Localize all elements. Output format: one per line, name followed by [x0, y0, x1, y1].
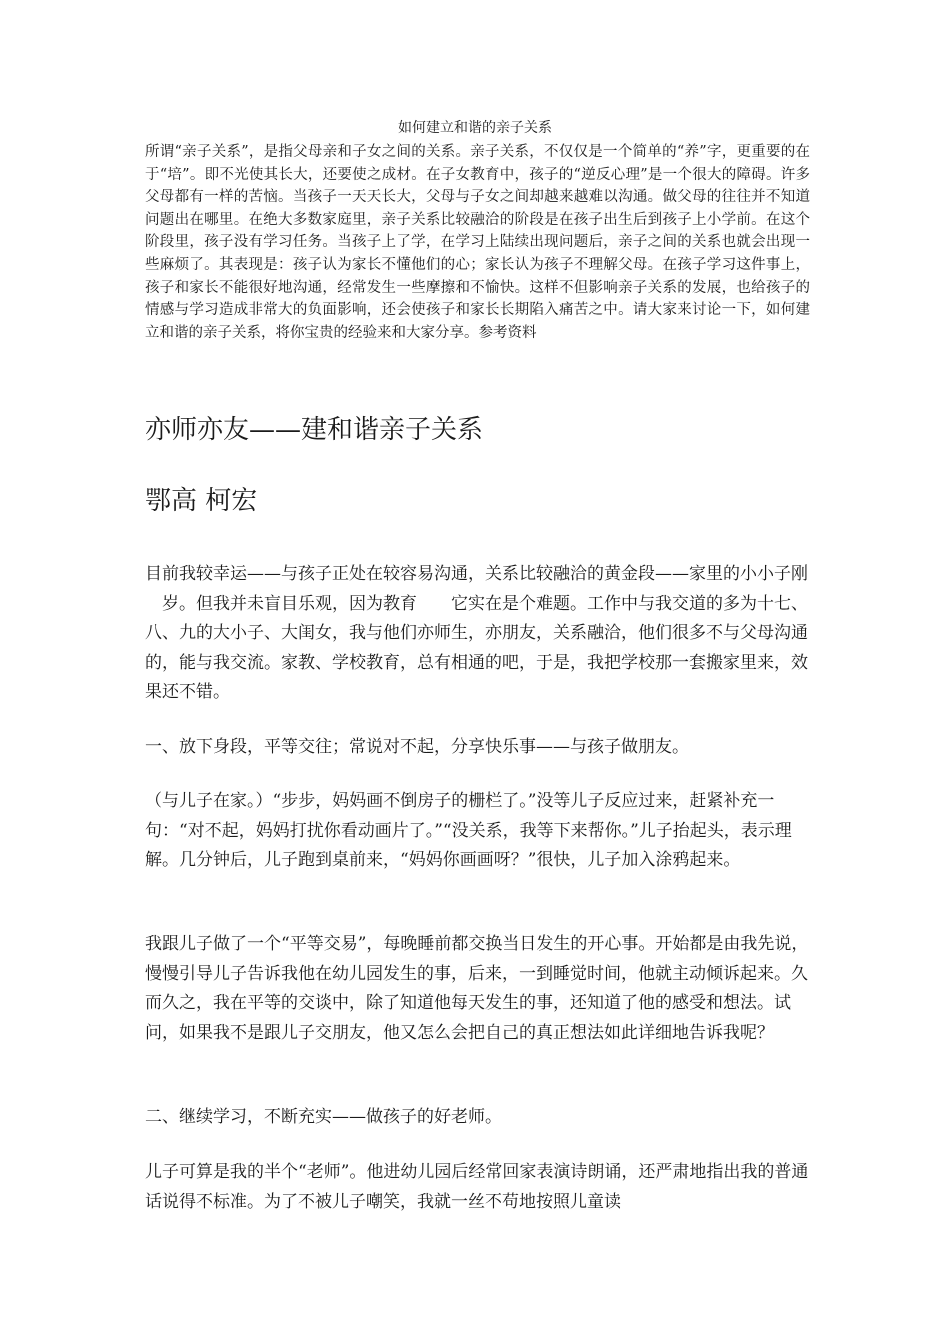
paragraph-1-part-b: 岁。但我并未盲目乐观，因为教育	[162, 593, 417, 614]
paragraph-1-part-a: 目前我较幸运——与孩子正处在较容易沟通，关系比较融洽的黄金段——家里的小小子刚	[145, 564, 808, 584]
paragraph-4: 儿子可算是我的半个“老师”。他进幼儿园后经常回家表演诗朗诵，还严肃地指出我的普通话说得不标准。为了不被儿子嘲笑，我就一丝不苟地按照儿童读	[145, 1162, 809, 1212]
section-heading-2: 二、继续学习，不断充实——做孩子的好老师。	[145, 1107, 502, 1127]
paragraph-2: （与儿子在家。）“步步，妈妈画不倒房子的栅栏了。”没等儿子反应过来，赶紧补充一句：“对不起，妈妈打扰你看动画片了。”“没关系，我等下来帮你。”儿子抬起头，表示理解。几分钟后，儿子跑到桌前来，“妈妈你画画呀？”很快，儿子加入涂鸦起来。	[145, 791, 792, 871]
section-heading-1: 一、放下身段，平等交往；常说对不起，分享快乐事——与孩子做朋友。	[145, 737, 689, 757]
article-title: 亦师亦友——建和谐亲子关系	[145, 415, 484, 445]
intro-paragraph: 所谓“亲子关系”，是指父母亲和子女之间的关系。亲子关系，不仅仅是一个简单的“养”字，更重要的在于“培”。即不光使其长大，还要使之成材。在子女教育中，孩子的“逆反心理”是一个很大的障碍。许多父母都有一样的苦恼。当孩子一天天长大，父母与子女之间却越来越难以沟通。做父母的往往并不知道问题出在哪里。在绝大多数家庭里，亲子关系比较融洽的阶段是在孩子出生后到孩子上小学前。在这个阶段里，孩子没有学习任务。当孩子上了学，在学习上陆续出现问题后，亲子之间的关系也就会出现一些麻烦了。其表现是：孩子认为家长不懂他们的心；家长认为孩子不理解父母。在孩子学习这件事上，孩子和家长不能很好地沟通，经常发生一些摩擦和不愉快。这样不但影响亲子关系的发展，也给孩子的情感与学习造成非常大的负面影响，还会使孩子和家长长期陷入痛苦之中。请大家来讨论一下，如何建立和谐的亲子关系，将你宝贵的经验来和大家分享。参考资料	[145, 144, 810, 341]
paragraph-1	[145, 560, 810, 708]
paragraph-1-part-c: 它实在是个难题。工作中与我交道的多为十七、八、九的大小子、大闺女，我与他们亦师生，亦朋友，关系融洽，他们很多不与父母沟通的，能与我交流。家教、学校教育，总有相通的吧，于是，我把学校那一套搬家里来，效果还不错。	[145, 593, 808, 703]
document-title: 如何建立和谐的亲子关系	[398, 120, 552, 136]
article-authors: 鄂高 柯宏	[145, 486, 258, 516]
paragraph-3: 我跟儿子做了一个“平等交易”，每晚睡前都交换当日发生的开心事。开始都是由我先说，慢慢引导儿子告诉我他在幼儿园发生的事，后来，一到睡觉时间，他就主动倾诉起来。久而久之，我在平等的交谈中，除了知道他每天发生的事，还知道了他的感受和想法。试问，如果我不是跟儿子交朋友，他又怎么会把自己的真正想法如此详细地告诉我呢？	[145, 934, 809, 1043]
